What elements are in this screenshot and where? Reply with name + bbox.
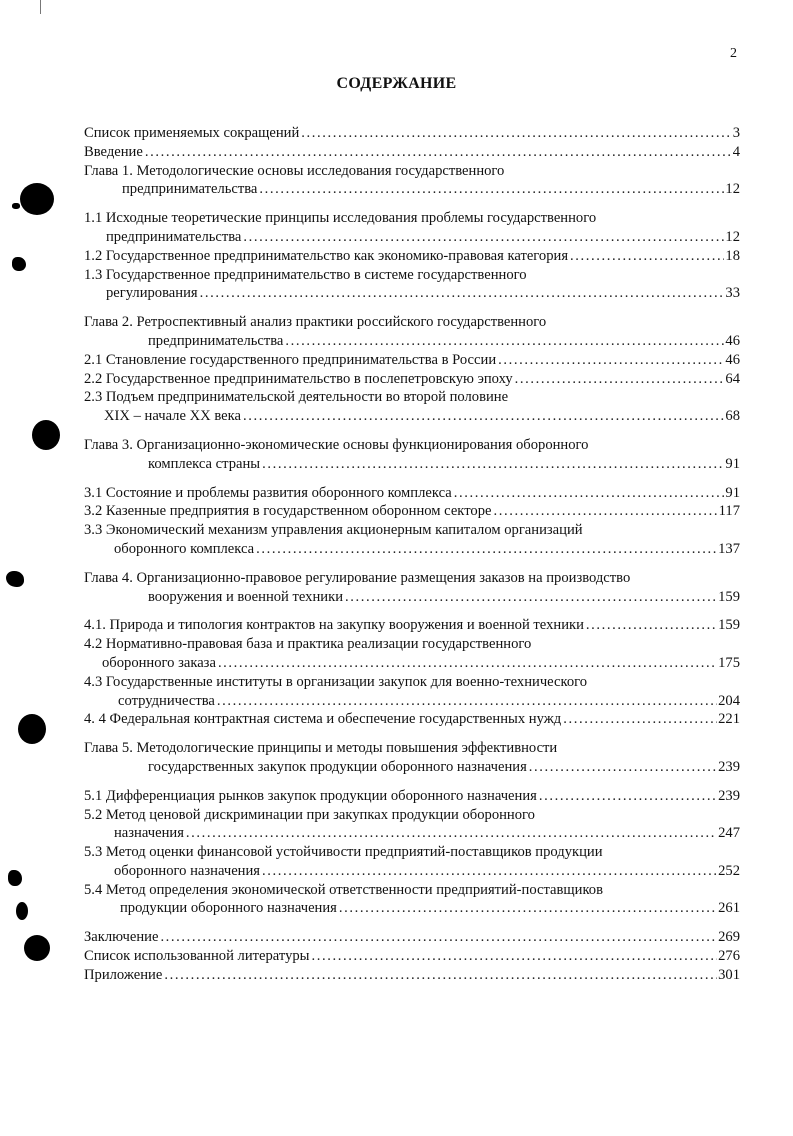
toc-entry (84, 616, 740, 635)
scan-speck (8, 870, 22, 886)
toc-entry-title-continued: оборонного комплекса (114, 540, 255, 557)
dot-leader (256, 540, 717, 559)
dot-leader (311, 947, 717, 966)
toc-entry-title: Заключение (84, 929, 159, 946)
toc-entry-title: Список использованной литературы (84, 948, 310, 965)
dot-leader (200, 284, 725, 303)
toc-entry (84, 247, 740, 266)
toc-entry (84, 162, 740, 200)
toc-page: 12 (725, 228, 740, 245)
toc-page: 247 (718, 825, 740, 842)
dot-leader (563, 710, 717, 729)
toc-entry (84, 635, 740, 673)
hole-punch-mark (24, 935, 50, 961)
toc-page: 221 (718, 711, 740, 728)
dot-leader (145, 143, 732, 162)
table-of-contents (84, 124, 740, 985)
toc-page: 18 (725, 247, 740, 264)
toc-page: 159 (718, 617, 740, 634)
toc-entry-title-continued: регулирования (106, 285, 198, 302)
toc-entry-title: 2.1 Становление государственного предпринимательства в России (84, 351, 497, 368)
toc-entry (84, 843, 740, 881)
hole-punch-mark (18, 714, 46, 744)
toc-entry-title: 2.3 Подъем предпринимательской деятельности во второй половине (84, 389, 509, 406)
scan-speck (16, 902, 28, 920)
toc-page: 12 (725, 181, 740, 198)
scan-speck (12, 257, 26, 271)
toc-entry-title-continued: оборонного назначения (114, 862, 261, 879)
toc-entry-title: Приложение (84, 966, 163, 983)
toc-page: 91 (725, 484, 740, 501)
toc-page: 46 (725, 351, 740, 368)
toc-entry-title: 5.2 Метод ценовой дискриминации при закупках продукции оборонного (84, 806, 535, 823)
scan-line-mark (40, 0, 41, 14)
dot-leader (262, 862, 717, 881)
toc-page: 261 (718, 900, 740, 917)
toc-entry-title: Введение (84, 143, 143, 160)
toc-entry-title-continued: продукции оборонного назначения (120, 900, 337, 917)
toc-page: 252 (718, 862, 740, 879)
toc-entry-title: 5.4 Метод определения экономической ответственности предприятий-поставщиков (84, 881, 603, 898)
toc-entry-title-continued: сотрудничества (118, 692, 215, 709)
toc-entry (84, 313, 740, 351)
dot-leader (539, 787, 717, 806)
dot-leader (586, 616, 717, 635)
toc-entry-title-continued: назначения (114, 825, 184, 842)
toc-entry (84, 569, 740, 607)
toc-entry-title: Глава 3. Организационно-экономические основы функционирования оборонного (84, 436, 589, 453)
page-title: СОДЕРЖАНИЕ (336, 75, 457, 92)
dot-leader (186, 824, 717, 843)
toc-entry-title: Список применяемых сокращений (84, 125, 300, 141)
dot-leader (243, 228, 724, 247)
toc-page: 239 (718, 787, 740, 804)
toc-page: 33 (725, 285, 740, 302)
toc-entry (84, 673, 740, 711)
toc-entry (84, 502, 740, 521)
toc-entry-title: Глава 2. Ретроспективный анализ практики российского государственного (84, 314, 547, 331)
dot-leader (345, 588, 717, 607)
toc-page: 91 (725, 455, 740, 472)
toc-entry-title-continued: предпринимательства (148, 332, 284, 349)
toc-page: 239 (718, 758, 740, 775)
toc-entry-title: 1.1 Исходные теоретические принципы исследования проблемы государственного (84, 210, 597, 227)
dot-leader (454, 484, 725, 503)
toc-entry (84, 806, 740, 844)
toc-page: 46 (725, 332, 740, 349)
toc-entry-title: 2.2 Государственное предпринимательство в послепетровскую эпоху (84, 370, 513, 387)
dot-leader (218, 654, 717, 673)
toc-entry-title-continued: предпринимательства (122, 181, 258, 198)
toc-entry-title: 5.3 Метод оценки финансовой устойчивости предприятий-поставщиков продукции (84, 844, 603, 861)
page-number: 2 (730, 46, 737, 61)
toc-entry-title: 4.2 Нормативно-правовая база и практика реализации государственного (84, 636, 532, 653)
toc-entry (84, 124, 740, 143)
toc-entry-title-continued: предпринимательства (106, 228, 242, 245)
toc-entry-title: 4.1. Природа и типология контрактов на закупку вооружения и военной техники (84, 617, 584, 634)
dot-leader (285, 332, 724, 351)
toc-page: 4 (732, 143, 740, 160)
toc-page: 64 (725, 370, 740, 387)
dot-leader (160, 928, 717, 947)
toc-entry (84, 521, 740, 559)
dot-leader (493, 502, 717, 521)
toc-entry (84, 928, 740, 947)
toc-entry-title: Глава 4. Организационно-правовое регулирование размещения заказов на производство (84, 569, 631, 586)
toc-entry (84, 881, 740, 919)
dot-leader (529, 758, 717, 777)
toc-entry-title: 5.1 Дифференциация рынков закупок продукции оборонного назначения (84, 787, 537, 804)
toc-entry (84, 143, 740, 162)
toc-entry (84, 947, 740, 966)
toc-entry-title-continued: XIX – начале XX века (104, 408, 241, 425)
dot-leader (217, 692, 717, 711)
dot-leader (164, 966, 717, 985)
toc-entry (84, 388, 740, 426)
toc-page: 3 (732, 125, 740, 141)
toc-entry (84, 209, 740, 247)
toc-page: 269 (718, 929, 740, 946)
toc-entry-title: 4. 4 Федеральная контрактная система и обеспечение государственных нужд (84, 711, 562, 728)
toc-entry-title-continued: вооружения и военной техники (148, 588, 343, 605)
dot-leader (259, 180, 724, 199)
toc-entry-title: 1.2 Государственное предпринимательство как экономико-правовая категория (84, 247, 569, 264)
dot-leader (301, 124, 731, 143)
dot-leader (243, 407, 724, 426)
hole-punch-mark (20, 183, 54, 215)
toc-entry (84, 787, 740, 806)
toc-entry (84, 370, 740, 389)
toc-entry (84, 966, 740, 985)
toc-entry-title: Глава 5. Методологические принципы и методы повышения эффективности (84, 740, 558, 757)
toc-entry (84, 484, 740, 503)
toc-entry-title-continued: оборонного заказа (102, 654, 216, 671)
dot-leader (570, 247, 724, 266)
toc-entry-title: 3.1 Состояние и проблемы развития оборонного комплекса (84, 484, 452, 501)
toc-entry (84, 739, 740, 777)
toc-entry (84, 266, 740, 304)
toc-page: 68 (725, 408, 740, 425)
toc-page: 159 (718, 588, 740, 605)
hole-punch-mark (32, 420, 60, 450)
toc-entry (84, 436, 740, 474)
toc-page: 301 (718, 966, 740, 983)
toc-entry (84, 710, 740, 729)
toc-entry-title: Глава 1. Методологические основы исследования государственного (84, 162, 505, 179)
scan-speck (12, 203, 20, 209)
toc-page: 276 (718, 948, 740, 965)
dot-leader (339, 899, 717, 918)
scan-speck (6, 571, 24, 587)
toc-entry-title: 3.2 Казенные предприятия в государственном оборонном секторе (84, 503, 492, 520)
toc-entry-title-continued: государственных закупок продукции оборонного назначения (148, 758, 527, 775)
toc-page: 204 (718, 692, 740, 709)
toc-entry-title: 1.3 Государственное предпринимательство в системе государственного (84, 266, 527, 283)
dot-leader (498, 351, 724, 370)
toc-entry-title: 3.3 Экономический механизм управления акционерным капиталом организаций (84, 522, 583, 539)
toc-page: 117 (718, 503, 740, 520)
dot-leader (262, 455, 724, 474)
toc-entry (84, 351, 740, 370)
toc-entry-title: 4.3 Государственные институты в организации закупок для военно-технического (84, 673, 588, 690)
toc-page: 175 (718, 654, 740, 671)
toc-entry-title-continued: комплекса страны (148, 455, 261, 472)
toc-page: 137 (718, 540, 740, 557)
dot-leader (515, 370, 725, 389)
